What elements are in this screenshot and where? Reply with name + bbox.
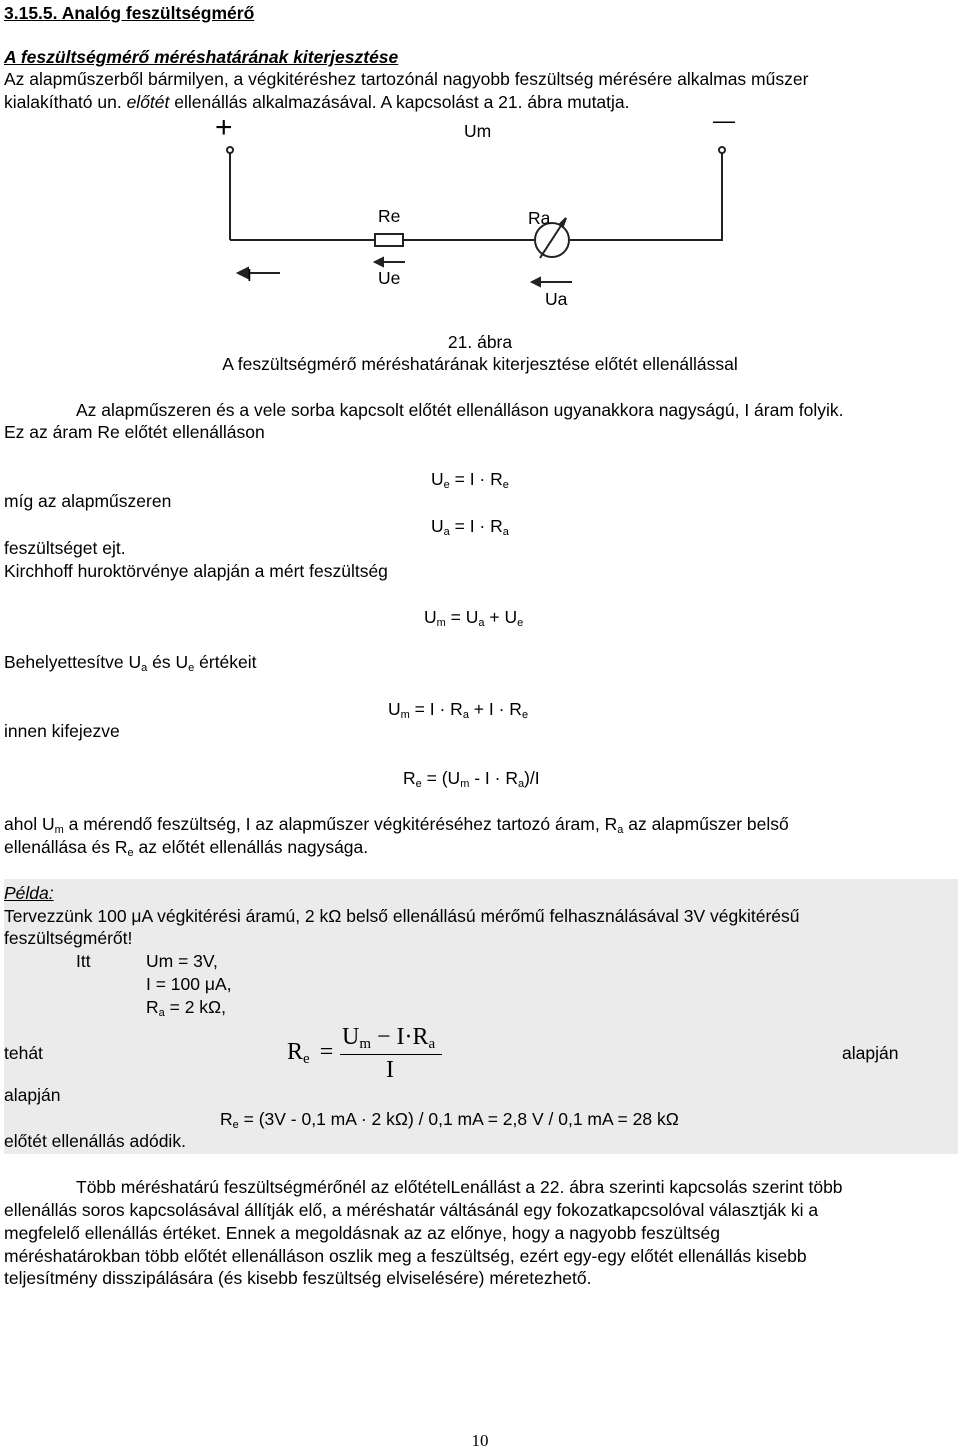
label-ua: Ua (545, 289, 568, 309)
eq-ue: $U_e = I \cdot R_e$ (431, 469, 509, 491)
final-line-1: Több méréshatárú feszültségmérőnél az előtételLenállást a 22. ábra szerinti kapcsolás szerint több (76, 1177, 843, 1197)
final-line-4: méréshatárokban több előtét ellenálláson oszlik meg a feszültség, ezért egy-egy előtét ellenállás kisebb (4, 1246, 807, 1266)
final-line-3: megfelelő ellenállás értéket. Ennek a megoldásnak az az előnye, hogy a nagyobb feszültség (4, 1223, 721, 1243)
fraction-numerator: $U_m - I\cdot R_a$ (342, 1024, 436, 1052)
fraction-lhs: $R_e$ = (287, 1039, 334, 1067)
page-number: 10 (471, 1431, 489, 1450)
label-current: I (247, 265, 252, 285)
eq-um-expanded: $U_m = I \cdot R_a + I \cdot R_e$ (388, 699, 529, 721)
para-line-2: Ez az áram Re előtét ellenálláson (4, 422, 265, 442)
eq-ua: $U_a = I \cdot R_a$ (431, 516, 509, 538)
example-adodik: előtét ellenállás adódik. (4, 1131, 186, 1151)
final-line-5: teljesítmény disszipálására (és kisebb feszültség elviselésére) méretezhető. (4, 1268, 592, 1288)
example-um-value: Um = 3V, (146, 951, 218, 971)
para-line-1: Az alapműszeren és a vele sorba kapcsolt előtét ellenálláson ugyanakkora nagyságú, I áram folyik. (76, 400, 844, 420)
label-ra: Ra (528, 208, 551, 228)
intro-line-1: Az alapműszerből bármilyen, a végkitéréshez tartozónál nagyobb feszültség mérésére alkalmas műszer (4, 69, 809, 89)
example-itt: Itt (76, 951, 91, 971)
fraction-bar (340, 1054, 442, 1055)
final-line-2: ellenállás soros kapcsolásával állítják elő, a méréshatár váltásánál egy fokozatkapcsolóval választják ki a (4, 1200, 819, 1220)
intro-line-2: kialakítható un. előtét ellenállás alkalmazásával. A kapcsolást a 21. ábra mutatja. (4, 92, 630, 112)
figure-caption: A feszültségmérő méréshatárának kiterjesztése előtét ellenállással (222, 354, 738, 374)
example-alapjan: alapján (4, 1085, 61, 1105)
example-heading: Példa: (4, 883, 54, 903)
example-i-value: I = 100 μA, (146, 974, 232, 994)
eq-re: $R_e = (U_m - I \cdot R_a)/I$ (403, 768, 540, 790)
figure-number: 21. ábra (447, 332, 513, 352)
label-um: Um (464, 121, 492, 141)
subsection-title: A feszültségmérő méréshatárának kiterjesztése (4, 47, 399, 67)
label-re: Re (378, 206, 401, 226)
label-ue: Ue (378, 268, 401, 288)
example-line-1: Tervezzünk 100 μA végkitérési áramú, 2 kΩ belső ellenállású mérőmű felhasználásával 3V végkitérésű (4, 906, 800, 926)
label-kirchhoff: Kirchhoff huroktörvénye alapján a mért feszültség (4, 561, 388, 581)
eq-um: $U_m = U_a + U_e$ (424, 607, 524, 629)
fraction-denominator: I (386, 1057, 394, 1083)
example-result: $R_e = (3V - 0,1$ mA · 2 kΩ) / 0,1 mA = 2,8 V / 0,1 mA = 28 kΩ (220, 1109, 679, 1131)
example-ra-value: $R_a = 2$ kΩ, (146, 997, 226, 1019)
example-tehat: tehát (4, 1043, 43, 1063)
plus-terminal-label: + (215, 111, 233, 144)
example-alapjan-right: alapján (842, 1043, 899, 1063)
label-innen: innen kifejezve (4, 721, 120, 741)
minus-terminal-label: — (713, 108, 735, 133)
label-fesz: feszültséget ejt. (4, 538, 126, 558)
ahol-line-2: ellenállása és $R_e$ az előtét ellenállás nagysága. (4, 837, 369, 859)
ahol-line-1: ahol $U_m$ a mérendő feszültség, I az alapműszer végkitéréséhez tartozó áram, $R_a$ az alapműszer belső (4, 814, 789, 836)
example-line-2: feszültségmérőt! (4, 928, 133, 948)
section-title: 3.15.5. Analóg feszültségmérő (4, 3, 255, 23)
label-behely: Behelyettesítve $U_a$ és $U_e$ értékeit (4, 652, 257, 674)
label-mig: míg az alapműszeren (4, 491, 172, 511)
